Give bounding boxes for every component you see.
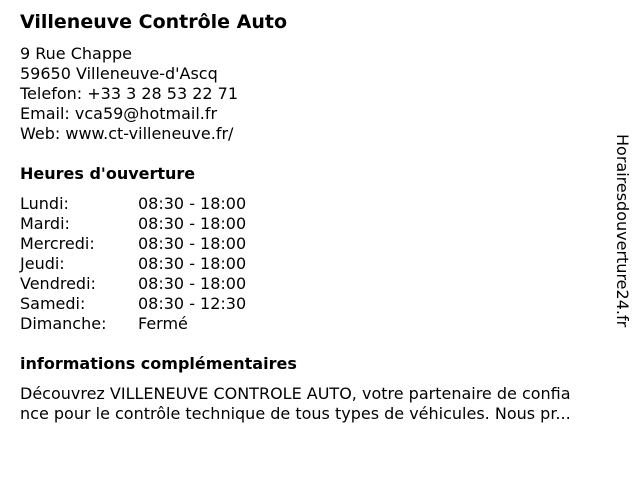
day-label: Samedi: xyxy=(20,294,86,313)
time-value: 08:30 - 18:00 xyxy=(138,234,247,253)
additional-info-heading: informations complémentaires xyxy=(20,354,297,373)
contact-block xyxy=(20,44,238,144)
time-value: Fermé xyxy=(138,314,188,333)
info-text-line: nce pour le contrôle technique de tous types de véhicules. Nous pr... xyxy=(20,404,571,423)
time-value: 08:30 - 18:00 xyxy=(138,194,247,213)
time-value: 08:30 - 18:00 xyxy=(138,274,247,293)
day-label: Mardi: xyxy=(20,214,70,233)
address-street: 9 Rue Chappe xyxy=(20,44,133,63)
website-url: Web: www.ct-villeneuve.fr/ xyxy=(20,124,234,143)
time-value: 08:30 - 12:30 xyxy=(138,294,247,313)
phone-number: Telefon: +33 3 28 53 22 71 xyxy=(20,84,239,103)
time-value: 08:30 - 18:00 xyxy=(138,214,247,233)
day-label: Jeudi: xyxy=(20,254,65,273)
time-value: 08:30 - 18:00 xyxy=(138,254,247,273)
day-label: Dimanche: xyxy=(20,314,107,333)
info-text-line: Découvrez VILLENEUVE CONTROLE AUTO, votre partenaire de confia xyxy=(20,384,571,403)
opening-hours-heading: Heures d'ouverture xyxy=(20,164,196,183)
day-label: Mercredi: xyxy=(20,234,95,253)
address-city: 59650 Villeneuve-d'Ascq xyxy=(20,64,218,83)
day-label: Vendredi: xyxy=(20,274,96,293)
site-watermark: Horairesdouverture24.fr xyxy=(613,134,632,328)
business-name: Villeneuve Contrôle Auto xyxy=(20,11,288,33)
additional-info-text xyxy=(20,384,620,424)
day-label: Lundi: xyxy=(20,194,69,213)
email-address: Email: vca59@hotmail.fr xyxy=(20,104,218,123)
